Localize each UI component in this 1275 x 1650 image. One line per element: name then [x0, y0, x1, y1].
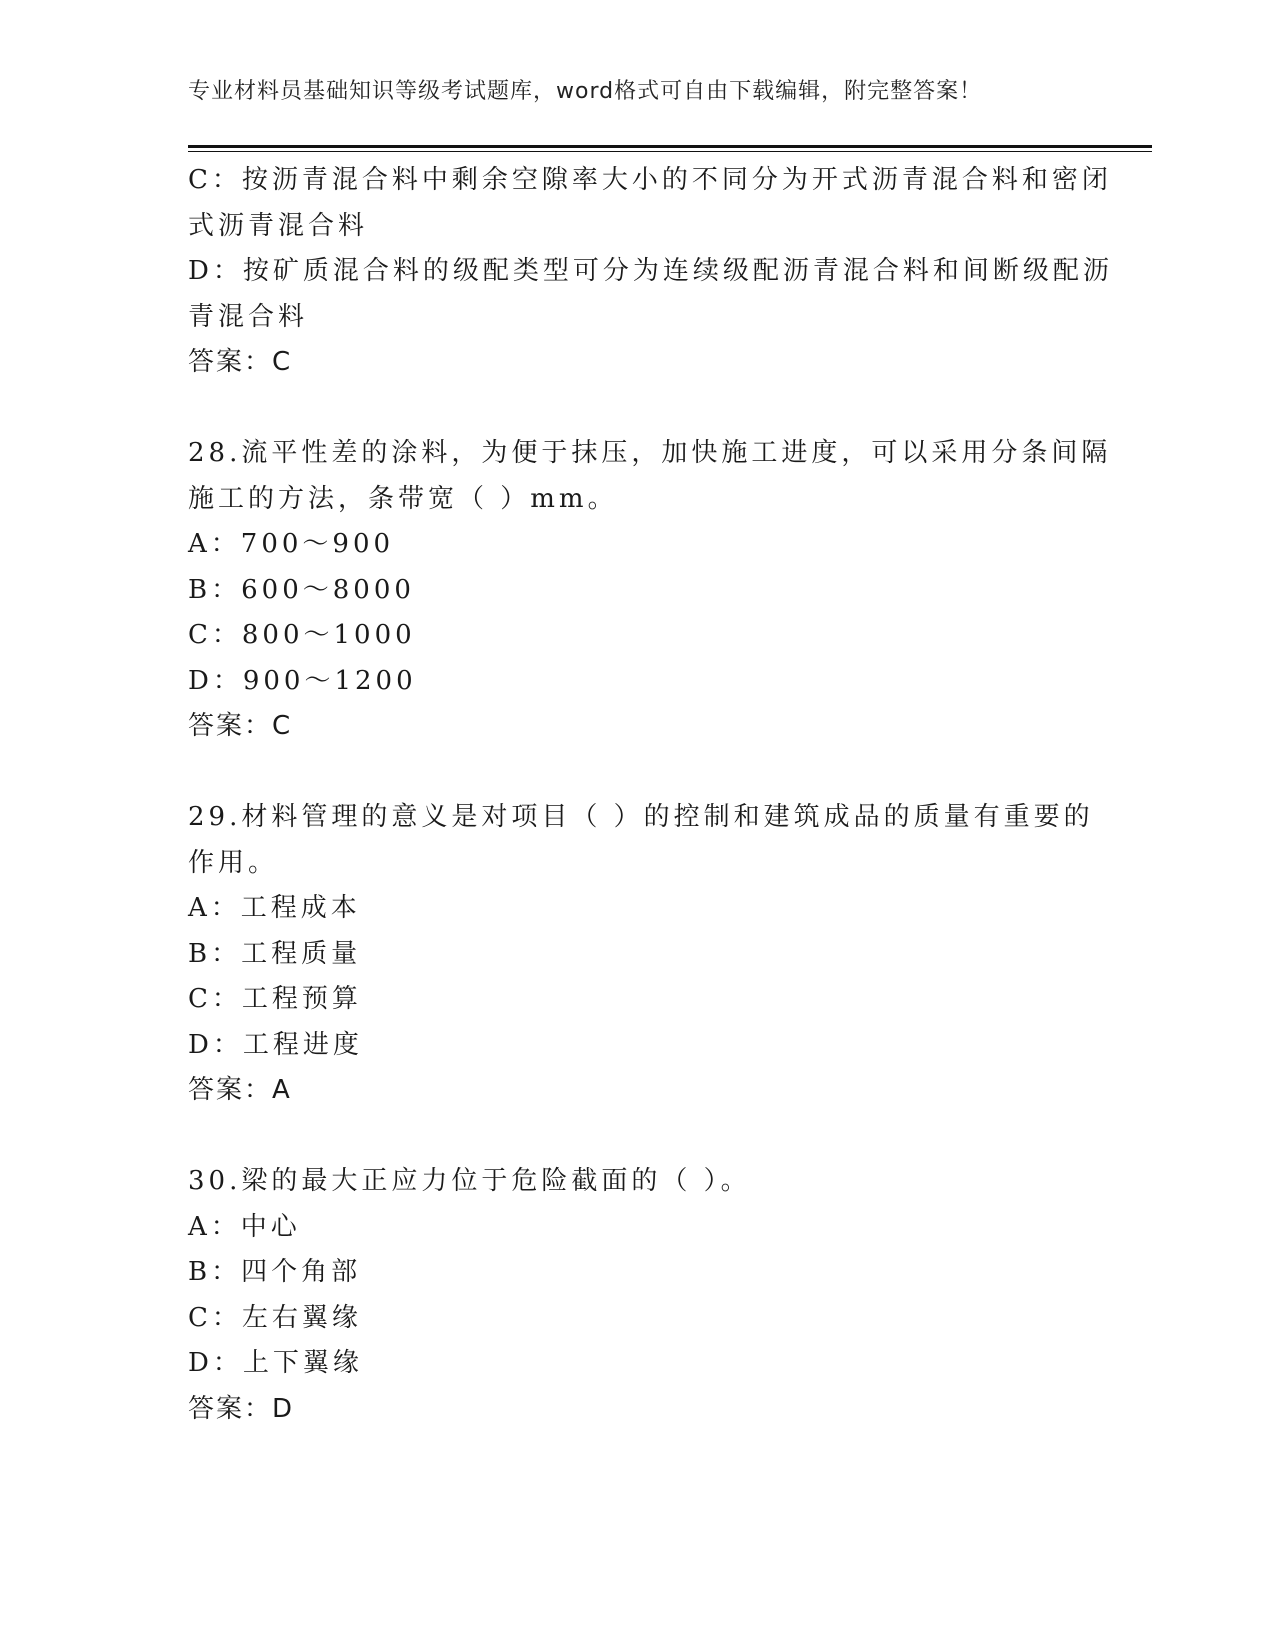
header-rule-thin: [188, 151, 1152, 152]
question-30: [188, 1159, 1088, 1432]
option-line: C：按沥青混合料中剩余空隙率大小的不同分为开式沥青混合料和密闭: [188, 165, 1112, 195]
option-line: D：按矿质混合料的级配类型可分为连续级配沥青混合料和间断级配沥: [188, 256, 1113, 286]
option-b: B：600～8000: [188, 574, 415, 605]
header-rule-thick: [188, 145, 1152, 148]
answer-line: 答案：C: [188, 711, 293, 741]
answer-line: 答案：C: [188, 347, 293, 377]
spacer: [188, 1114, 1088, 1160]
option-c: C：工程预算: [188, 984, 362, 1014]
document-body: [188, 158, 1113, 1432]
option-d: D：上下翼缘: [188, 1348, 363, 1378]
question-27-continued: [188, 158, 1113, 386]
answer-line: 答案：D: [188, 1393, 295, 1424]
page-header: 专业材料员基础知识等级考试题库，word格式可自由下载编辑，附完整答案！: [188, 79, 983, 104]
answer-line: 答案：A: [188, 1075, 292, 1105]
question-stem: 施工的方法，条带宽（ ）mm。: [188, 483, 618, 514]
option-b: B：四个角部: [188, 1257, 362, 1287]
option-line: 青混合料: [188, 301, 309, 332]
spacer: [188, 750, 1088, 796]
option-a: A：中心: [188, 1211, 301, 1242]
question-stem: 30.梁的最大正应力位于危险截面的（ ）。: [188, 1166, 751, 1196]
question-stem: 作用。: [188, 847, 279, 878]
option-d: D：900～1200: [188, 665, 417, 696]
question-stem: 29.材料管理的意义是对项目（ ）的控制和建筑成品的质量有重要的: [188, 802, 1094, 832]
option-a: A：工程成本: [188, 893, 361, 923]
option-b: B：工程质量: [188, 938, 362, 969]
option-c: C：左右翼缘: [188, 1302, 362, 1333]
option-c: C：800～1000: [188, 620, 416, 650]
option-a: A：700～900: [188, 529, 395, 559]
question-28: [188, 431, 1112, 750]
spacer: [188, 386, 1088, 432]
question-29: [188, 795, 1094, 1114]
option-d: [188, 249, 1113, 340]
question-stem: 28.流平性差的涂料，为便于抹压，加快施工进度，可以采用分条间隔: [188, 438, 1112, 468]
option-line: 式沥青混合料: [188, 210, 369, 241]
option-c: [188, 158, 1112, 249]
option-d: D：工程进度: [188, 1029, 363, 1060]
